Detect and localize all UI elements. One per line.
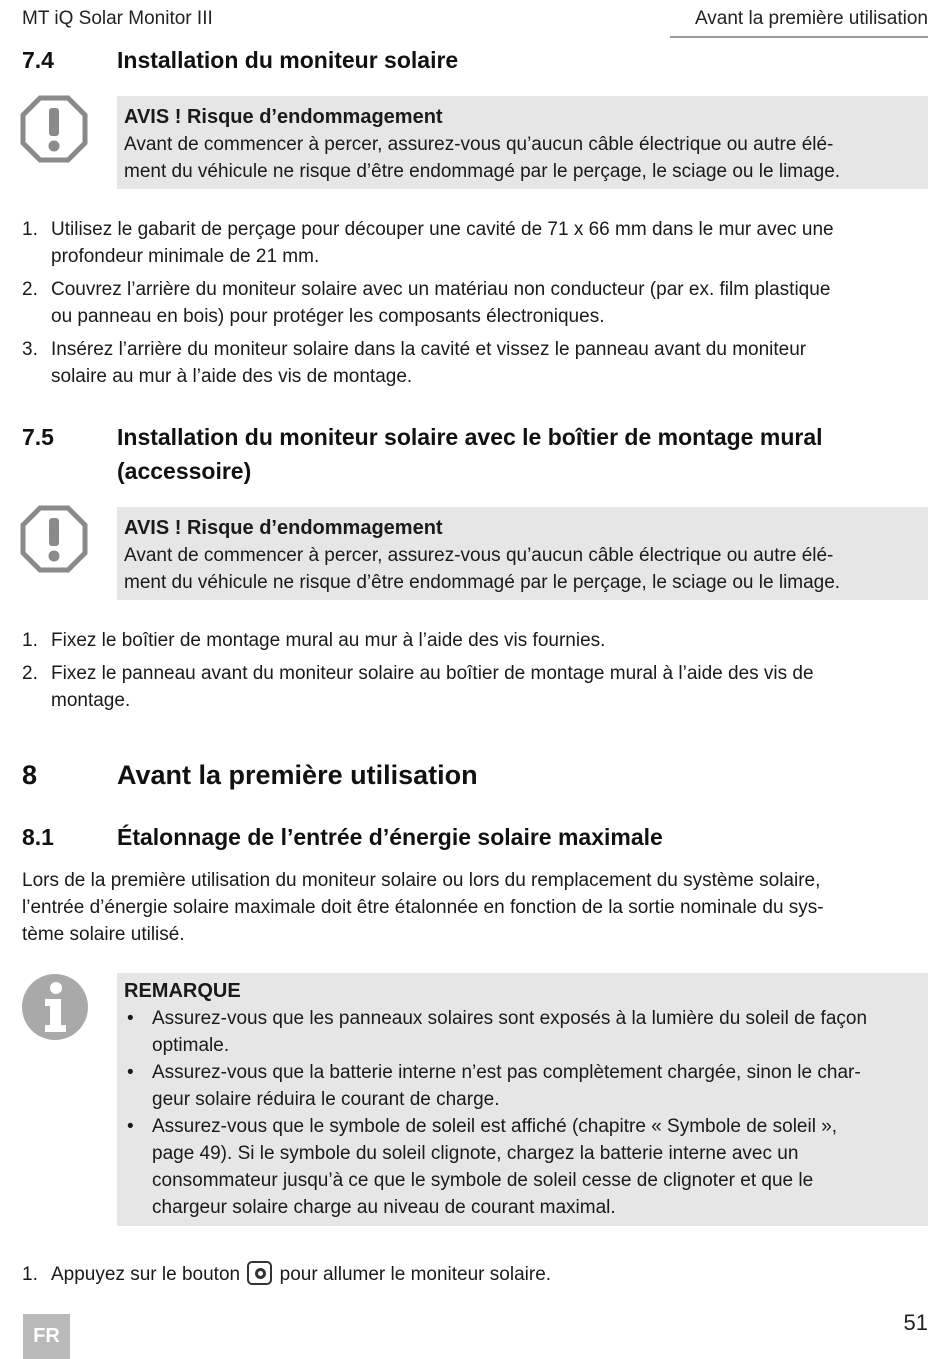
info-icon	[21, 973, 89, 1041]
section-number: 7.5	[22, 424, 54, 450]
remark-text: Assurez-vous que le symbole de soleil est affiché (chapitre « Symbole de soleil »,	[152, 1116, 838, 1137]
warning-octagon-icon	[20, 95, 88, 163]
list-item	[22, 1261, 928, 1288]
step-text: pour allumer le moniteur solaire.	[279, 1264, 552, 1285]
page-number: 51	[903, 1310, 928, 1335]
step-number: 1.	[22, 630, 38, 651]
remark-text: Assurez-vous que les panneaux solaires sont exposés à la lumière du soleil de façon	[152, 1008, 868, 1029]
step-text: ou panneau en bois) pour protéger les composants électroniques.	[51, 306, 605, 327]
chapter-number: 8	[22, 760, 38, 790]
step-text: profondeur minimale de 21 mm.	[51, 246, 320, 267]
step-number: 2.	[22, 279, 38, 300]
bullet: •	[127, 1062, 134, 1083]
paragraph-line: tème solaire utilisé.	[22, 924, 185, 945]
step-text: montage.	[51, 690, 131, 711]
step-text: Appuyez sur le bouton	[51, 1264, 241, 1285]
chapter-title: Avant la première utilisation	[117, 760, 478, 790]
bullet: •	[127, 1008, 134, 1029]
remark-title: REMARQUE	[124, 980, 241, 1002]
section-title: Étalonnage de l’entrée d’énergie solaire maximale	[117, 824, 663, 850]
step-number: 1.	[22, 219, 38, 240]
remark-text: consommateur jusqu’à ce que le symbole de soleil cesse de clignoter et que le	[152, 1170, 814, 1191]
remark-text: geur solaire réduira le courant de charge.	[152, 1089, 500, 1110]
step-text: Fixez le panneau avant du moniteur solaire au boîtier de montage mural à l’aide des vis de	[51, 663, 814, 684]
section-title-line: Installation du moniteur solaire avec le boîtier de montage mural	[117, 424, 823, 450]
remark-text: chargeur solaire charge au niveau de courant maximal.	[152, 1197, 616, 1218]
remark-text: Assurez-vous que la batterie interne n’est pas complètement chargée, sinon le char-	[152, 1062, 861, 1083]
bullet: •	[127, 1116, 134, 1137]
paragraph-line: l’entrée d’énergie solaire maximale doit être étalonnée en fonction de la sortie nominale du sys-	[22, 897, 824, 918]
damage-notice	[117, 96, 928, 189]
chapter-header: Avant la première utilisation	[694, 8, 928, 29]
step-text: Insérez l’arrière du moniteur solaire dans la cavité et vissez le panneau avant du moniteur	[51, 339, 807, 360]
calibration-intro	[22, 867, 928, 948]
list-item	[22, 336, 928, 390]
step-number: 3.	[22, 339, 38, 360]
list-item	[22, 276, 928, 330]
language-tab: FR	[23, 1314, 70, 1359]
step-text: Couvrez l’arrière du moniteur solaire avec un matériau non conducteur (par ex. film plastique	[51, 279, 831, 300]
list-item	[22, 216, 928, 270]
paragraph-line: Lors de la première utilisation du moniteur solaire ou lors du remplacement du système solaire,	[22, 870, 821, 891]
warning-octagon-icon	[20, 505, 88, 573]
notice-title: AVIS ! Risque d’endommagement	[124, 517, 443, 539]
power-on-step	[22, 1261, 928, 1288]
step-text: Utilisez le gabarit de perçage pour découper une cavité de 71 x 66 mm dans le mur avec une	[51, 219, 834, 240]
header-rule	[670, 36, 928, 38]
wall-box-steps	[22, 627, 928, 720]
document-title: MT iQ Solar Monitor III	[22, 8, 213, 29]
step-number: 2.	[22, 663, 38, 684]
section-title-line: (accessoire)	[117, 458, 252, 484]
notice-text-line: ment du véhicule ne risque d’être endommagé par le perçage, le sciage ou le limage.	[124, 161, 841, 182]
notice-text-line: Avant de commencer à percer, assurez-vous qu’aucun câble électrique ou autre élé-	[124, 545, 834, 566]
notice-title: AVIS ! Risque d’endommagement	[124, 106, 443, 128]
remark-box	[117, 973, 928, 1226]
section-number: 7.4	[22, 47, 54, 73]
notice-text-line: Avant de commencer à percer, assurez-vous qu’aucun câble électrique ou autre élé-	[124, 134, 834, 155]
list-item	[124, 1113, 920, 1221]
installation-steps	[22, 216, 928, 396]
list-item	[22, 627, 928, 654]
section-title: Installation du moniteur solaire	[117, 47, 459, 73]
step-text: solaire au mur à l’aide des vis de montage.	[51, 366, 413, 387]
remark-text: page 49). Si le symbole du soleil clignote, chargez la batterie interne avec un	[152, 1143, 799, 1164]
remark-list	[124, 1005, 920, 1221]
list-item	[22, 660, 928, 714]
power-button-icon	[247, 1261, 272, 1285]
damage-notice	[117, 507, 928, 600]
list-item	[124, 1059, 920, 1113]
section-number: 8.1	[22, 824, 54, 850]
section-title	[117, 420, 917, 488]
step-number: 1.	[22, 1264, 38, 1285]
step-text: Fixez le boîtier de montage mural au mur à l’aide des vis fournies.	[51, 630, 606, 651]
list-item	[124, 1005, 920, 1059]
notice-text-line: ment du véhicule ne risque d’être endommagé par le perçage, le sciage ou le limage.	[124, 572, 841, 593]
remark-text: optimale.	[152, 1035, 230, 1056]
